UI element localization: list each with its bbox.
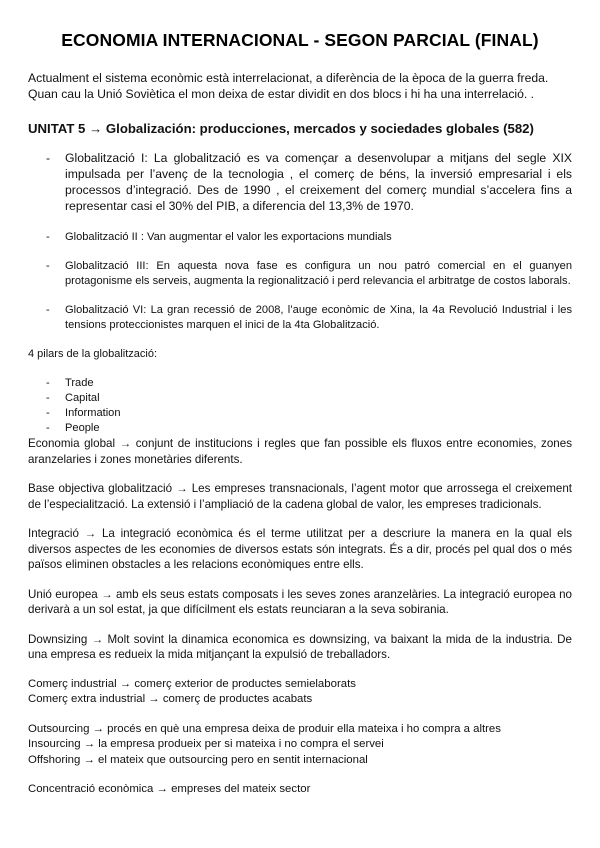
list-item: - Capital (28, 391, 572, 406)
list-item: - Trade (28, 376, 572, 391)
list-item: - Globalització VI: La gran recessió de 2008, l’auge econòmic de Xina, la 4a Revolució Industrial i les tensions proteccionistes marquen el inici de la 4ta Globalització. (28, 303, 572, 333)
list-item: - People (28, 421, 572, 436)
definition-paragraph: Downsizing → Molt sovint la dinamica economica es downsizing, va baixant la mida de la industria. De una empresa es redueix la mida mitjançant la expulsió de treballadors. (28, 632, 572, 661)
list-item: - Information (28, 406, 572, 421)
pillars-list (28, 376, 572, 436)
definition-line: Outsourcing → procés en què una empresa deixa de produir ella mateixa i ho compra a altres (28, 722, 501, 735)
definition-line: Offshoring → el mateix que outsourcing pero en sentit internacional (28, 753, 368, 766)
list-item: - Globalització III: En aquesta nova fase es configura un nou patró comercial en el guanyen protagonisme els serveis, augmenta la regionalització i perd relevancia el arbitratge de costos laborals. (28, 259, 572, 289)
globalization-stages-list (28, 150, 572, 333)
list-item: - Globalització I: La globalització es va començar a desenvolupar a mitjans del segle XIX impulsada per l’avenç de la tecnologia , el comerç de béns, la inversió empresarial i els processos d’integració. Des de 1990 , el creixement del comerç mundial s’accelera fins a representar casi el 30% del PIB, a diferencia del 13,3% de 1970. (28, 150, 572, 214)
document-title: ECONOMIA INTERNACIONAL - SEGON PARCIAL (FINAL) (61, 30, 539, 50)
definition-paragraph: Economia global → conjunt de institucions i regles que fan possible els fluxos entre economies, zones aranzelaries i zones monetàries diferents. (28, 437, 572, 466)
intro-line: Quan cau la Unió Soviètica el mon deixa de estar dividit en dos blocs i hi ha una interrelació. . (28, 87, 535, 101)
intro-paragraph (28, 70, 572, 102)
definition-line: Comerç industrial → comerç exterior de productes semielaborats (28, 677, 356, 690)
definition-line: Comerç extra industrial → comerç de productes acabats (28, 693, 313, 705)
definition-line: Concentració econòmica → empreses del mateix sector (28, 783, 311, 795)
pillars-heading: 4 pilars de la globalització: (28, 348, 158, 360)
unit-heading: UNITAT 5 → Globalización: producciones, mercados y sociedades globales (582) (28, 121, 534, 136)
intro-line: Actualment el sistema econòmic està interrelacionat, a diferència de la època de la guerra freda. (28, 71, 549, 85)
definition-paragraph: Unió europea → amb els seus estats composats i les seves zones aranzelàries. La integració europea no derivarà a un sol estat, ja que difícilment els estats reunciaran a la seva sobirania. (28, 587, 572, 616)
definition-paragraph: Base objectiva globalització → Les empreses transnacionals, l’agent motor que arrossega el creixement de l’especialització. La extensió i l’ampliació de la cadena global de valor, les empreses tradicionals. (28, 482, 572, 511)
sourcing-definitions (28, 722, 572, 769)
definition-paragraph: Integració → La integració econòmica és el terme utilitzat per a descriure la manera en la qual els diversos aspectes de les economies de diversos estats són integrats. És a dir, procés pel qual dos o més països eliminen obstacles a les relacions econòmiques entre ells. (28, 527, 572, 571)
commerce-definitions (28, 677, 572, 708)
concentration-definition (28, 782, 572, 798)
definition-line: Insourcing → la empresa produeix per si mateixa i no compra el servei (28, 738, 384, 750)
list-item: - Globalització II : Van augmentar el valor les exportacions mundials (28, 230, 572, 245)
